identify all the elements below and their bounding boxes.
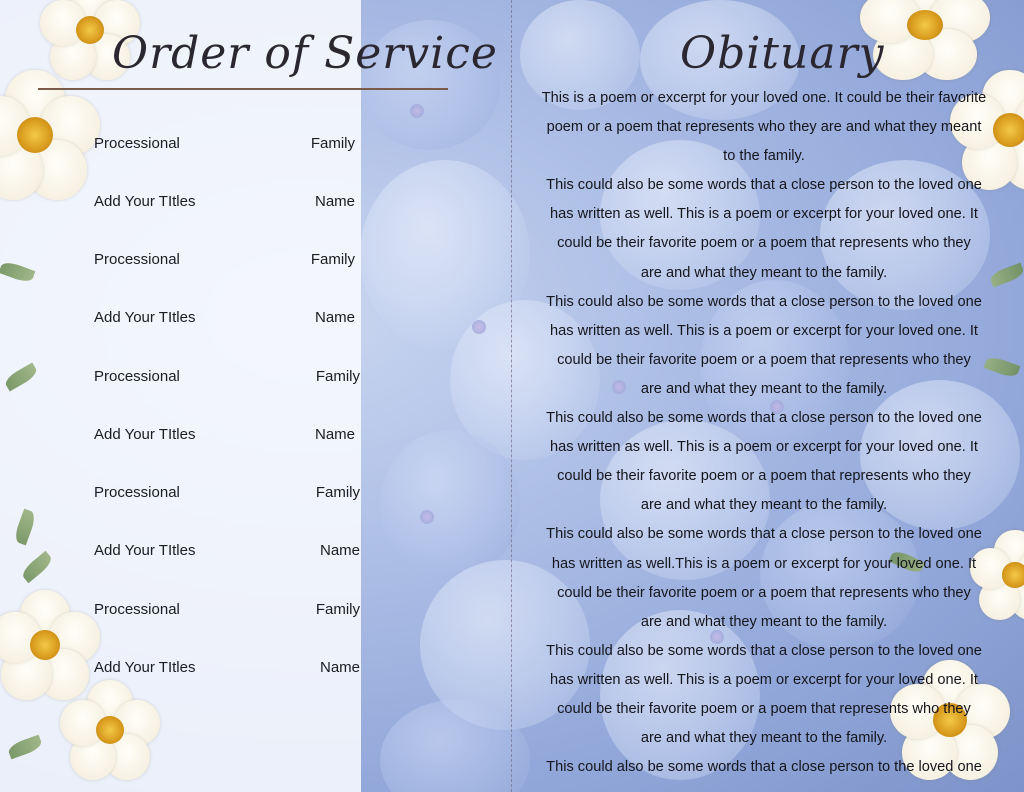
order-of-service-title: Order of Service: [112, 28, 498, 79]
service-row: [94, 251, 360, 273]
service-item-title: Processional: [94, 368, 180, 385]
obituary-line: has written as well. This is a poem or excerpt for your loved one. It: [549, 322, 978, 339]
obituary-line: This could also be some words that a close person to the loved one: [546, 177, 982, 194]
obituary-line: This could also be some words that a close person to the loved one: [546, 293, 982, 310]
service-item-participant: Name: [319, 659, 360, 676]
obituary-line: are and what they meant to the family.: [640, 613, 888, 630]
obituary-line: This is a poem or excerpt for your loved one. It could be their favorite: [541, 90, 987, 106]
title-divider: [38, 88, 448, 90]
obituary-line: could be their favorite poem or a poem that represents who they: [557, 235, 971, 252]
service-item-title: Processional: [94, 251, 180, 268]
obituary-line: has written as well.This is a poem or excerpt for your loved one. It: [551, 555, 977, 572]
service-item-participant: Name: [314, 193, 355, 210]
service-item-participant: Name: [314, 309, 355, 326]
obituary-line: has written as well. This is a poem or excerpt for your loved one. It: [549, 439, 978, 456]
service-row: [94, 135, 360, 157]
service-item-participant: Family: [315, 484, 360, 501]
obituary-line: poem or a poem that represents who they are and what they meant: [546, 119, 982, 136]
service-item-title: Add Your TItles: [94, 426, 196, 443]
obituary-line: are and what they meant to the family.: [640, 264, 888, 281]
service-row: [94, 601, 360, 623]
obituary-line: are and what they meant to the family.: [640, 497, 888, 514]
service-item-participant: Family: [310, 135, 355, 152]
obituary-line: could be their favorite poem or a poem that represents who they: [557, 584, 971, 601]
obituary-line: to the family.: [723, 148, 805, 165]
service-item-title: Processional: [94, 484, 180, 501]
service-item-title: Add Your TItles: [94, 659, 196, 676]
obituary-line: are and what they meant to the family.: [640, 730, 888, 747]
obituary-line: has written as well. This is a poem or excerpt for your loved one. It: [549, 671, 978, 688]
service-item-title: Add Your TItles: [94, 309, 196, 326]
service-item-title: Processional: [94, 135, 180, 152]
obituary-line: This could also be some words that a close person to the loved one: [546, 526, 982, 543]
obituary-line: This could also be some words that a close person to the loved one: [546, 642, 982, 659]
service-row: [94, 368, 360, 390]
service-item-participant: Family: [315, 601, 360, 618]
service-row: [94, 426, 360, 448]
service-item-participant: Family: [315, 368, 360, 385]
service-item-participant: Name: [314, 426, 355, 443]
service-row: [94, 659, 360, 681]
service-item-title: Add Your TItles: [94, 193, 196, 210]
obituary-text: [536, 84, 992, 782]
obituary-line: has written as well. This is a poem or excerpt for your loved one. It: [549, 206, 978, 223]
obituary-line: This could also be some words that a close person to the loved one: [546, 759, 982, 776]
service-row: [94, 193, 360, 215]
service-item-participant: Name: [319, 542, 360, 559]
service-item-title: Add Your TItles: [94, 542, 196, 559]
obituary-title: Obituary: [680, 28, 885, 79]
service-row: [94, 309, 360, 331]
service-row: [94, 542, 360, 564]
service-item-participant: Family: [310, 251, 355, 268]
fold-divider: [511, 0, 512, 792]
leaf-icon: [989, 263, 1024, 288]
obituary-line: could be their favorite poem or a poem that represents who they: [557, 351, 971, 368]
obituary-line: This could also be some words that a close person to the loved one: [546, 410, 982, 427]
obituary-line: are and what they meant to the family.: [640, 380, 888, 397]
white-flower-icon: [60, 680, 160, 780]
service-row: [94, 484, 360, 506]
obituary-line: could be their favorite poem or a poem that represents who they: [557, 468, 971, 485]
service-item-title: Processional: [94, 601, 180, 618]
obituary-line: could be their favorite poem or a poem that represents who they: [557, 700, 971, 717]
